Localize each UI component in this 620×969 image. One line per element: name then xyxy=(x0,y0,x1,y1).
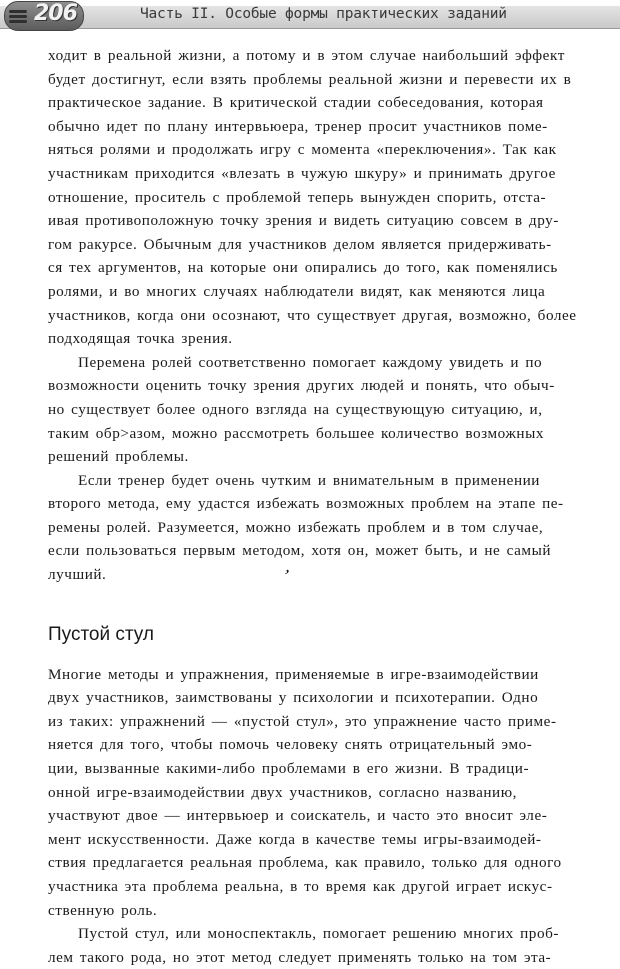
text-line: участника эта проблема реальна, в то время как другой играет искус- xyxy=(48,878,553,895)
section-spacer xyxy=(48,587,618,621)
text-line: из таких: упражнений — «пустой стул», это упражнение часто приме- xyxy=(48,712,557,730)
text-line: ции, вызванные какими-либо проблемами в его жизни. В традици- xyxy=(48,760,530,778)
body-text xyxy=(48,44,618,587)
badge-stripe xyxy=(9,20,27,23)
text-line: обычно идет по плану интервьюера, тренер просит участников поме- xyxy=(48,117,548,135)
text-line: няться ролями и продолжать игру с момента «переключения». Так как xyxy=(48,141,557,159)
text-line: мент искусственности. Даже когда в качестве темы игры-взаимодей- xyxy=(48,830,542,848)
text-line: таким обр>азом, можно рассмотреть большее количество возможных xyxy=(48,424,544,442)
text-line: будет достигнут, если взять проблемы реальной жизни и перевести их в xyxy=(48,70,572,88)
text-line: Перемена ролей соответственно помогает каждому увидеть и по xyxy=(78,353,543,371)
text-line: лем такого рода, но этот метод следует применять только на том эта- xyxy=(48,948,552,966)
text-line: гом ракурсе. Обычным для участников делом является придерживать- xyxy=(48,235,552,253)
running-title: Часть II. Особые формы практических заданий xyxy=(140,6,507,22)
badge-stripe xyxy=(9,15,27,18)
text-line: ивая противоположную точку зрения и видеть ситуацию совсем в дру- xyxy=(48,212,559,230)
text-line: второго метода, ему удастся избежать возможных проблем на этапе пе- xyxy=(48,495,564,513)
stray-mark: , xyxy=(283,555,295,577)
text-line: двух участников, заимствованы у психологии и психотерапии. Одно xyxy=(48,689,539,707)
text-line: участников, когда они осознают, что существует другая, возможно, более xyxy=(48,306,577,324)
page-header xyxy=(0,0,620,32)
badge-stripe xyxy=(9,10,27,13)
text-line: онной игре-взаимодействии двух участников, согласно названию, xyxy=(48,783,517,801)
text-line: ходит в реальной жизни, а потому и в этом случае наибольший эффект xyxy=(48,47,565,64)
text-line: ственную роль. xyxy=(48,901,158,919)
text-line: Если тренер будет очень чутким и внимательным в применении xyxy=(78,471,540,489)
text-line: практическое задание. В критической стадии собеседования, которая xyxy=(48,94,544,112)
heading-spacer xyxy=(48,649,618,663)
section-text xyxy=(48,663,618,969)
text-line: ролями, и во многих случаях наблюдатели видят, как меняются лица xyxy=(48,282,546,300)
page-number: 206 xyxy=(34,1,77,26)
text-line: возможности оценить точку зрения других людей и понять, что обыч- xyxy=(48,377,555,395)
text-line: если пользоваться первым методом, хотя он, может быть, и не самый xyxy=(48,542,551,560)
text-line: ся тех аргументов, на которые они опирались до того, как поменялись xyxy=(48,259,558,277)
section-heading: Пустой стул xyxy=(48,623,154,645)
text-line: ствия предлагается реальная проблема, как правило, только для одного xyxy=(48,854,562,872)
text-line: участвуют двое — интервьюер и соискатель, и часто это вносит эле- xyxy=(48,807,548,825)
text-line: няется для того, чтобы помочь человеку снять отрицательный эмо- xyxy=(48,736,533,754)
text-line: но существует более одного взгляда на существующую ситуацию, и, xyxy=(48,400,543,418)
page-content xyxy=(48,44,618,969)
text-line: Многие методы и упражнения, применяемые в игре-взаимодействии xyxy=(48,665,539,683)
text-line: отношение, проситель с проблемой теперь вынужден спорить, отста- xyxy=(48,188,547,206)
text-line: участникам приходится «влезать в чужую шкуру» и принимать другое xyxy=(48,164,556,182)
text-line: решений проблемы. xyxy=(48,448,189,466)
text-line: Пустой стул, или моноспектакль, помогает решению многих проб- xyxy=(78,925,559,943)
text-line: ремены ролей. Разумеется, можно избежать проблем и в том случае, xyxy=(48,518,544,536)
text-line: лучший. xyxy=(48,566,107,584)
text-line: подходящая точка зрения. xyxy=(48,330,233,348)
